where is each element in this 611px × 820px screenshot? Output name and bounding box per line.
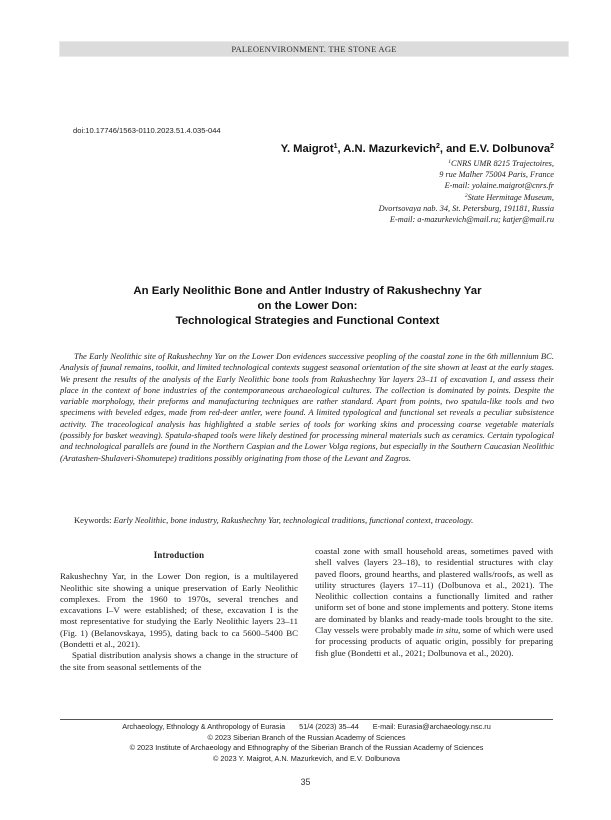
footer-divider — [60, 719, 553, 720]
page-number: 35 — [300, 777, 311, 787]
journal-issue: 51/4 (2023) 35–44 — [299, 722, 359, 731]
article-title — [60, 284, 555, 329]
title-line: An Early Neolithic Bone and Antler Industry of Rakushechny Yar — [133, 285, 482, 297]
author-affil-mark: 1 — [333, 143, 338, 150]
section-heading-introduction: Introduction — [153, 550, 205, 560]
body-column-right — [315, 546, 553, 659]
copyright-line: © 2023 Institute of Archaeology and Ethnography of the Siberian Branch of the Russian Academy of Sciences — [129, 743, 484, 753]
doi[interactable]: doi:10.17746/1563-0110.2023.51.4.035-044 — [73, 126, 221, 135]
title-line: on the Lower Don: — [257, 300, 358, 312]
body-paragraph: Rakushechny Yar, in the Lower Don region, is a multilayered Neolithic site showing a unique preservation of Early Neolithic complexes. From the 1960 to 1970s, several trenches and excavations I–V were established; of these, excavation I is the most representative for studying the Early Neolithic layers 23–11 (Fig. 1) (Belanovskaya, 1995), dating back to ca 5600–5400 BC (Bondetti et al., 2021). — [60, 571, 298, 650]
author-line: Y. Maigrot$^1$, A.N. Mazurkevich$^2$, and E.V. Dolbunova$^2$ — [280, 143, 554, 155]
affiliation-email[interactable]: E-mail: yolaine.maigrot@cnrs.fr — [444, 181, 554, 191]
affiliation-line: $^2$State Hermitage Museum, — [464, 192, 554, 202]
affiliation-line: 9 rue Malher 75004 Paris, France — [439, 170, 554, 180]
body-paragraph: coastal zone with small household areas, sometimes paved with shell valves (layers 23–18), to residential structures with clay paved floors, ground hearths, and plastered walls/roofs, as well as utility structures (layers 17–11) (Dolbunova et al., 2021). The Neolithic collection contains a functionally limited and rather uniform set of bone and stone implements and pottery. Stone items are dominated by blanks and ready-made tools brought to the site. Clay vessels were probably made in situ, some of which were used for processing products of aquatic origin, possibly for preparing fish glue (Bondetti et al., 2021; Dolbunova et al., 2020). — [315, 546, 553, 658]
footer — [40, 722, 573, 764]
copyright-line: © 2023 Siberian Branch of the Russian Academy of Sciences — [207, 732, 406, 742]
title-line: Technological Strategies and Functional Context — [175, 315, 440, 327]
copyright-line: © 2023 Y. Maigrot, A.N. Mazurkevich, and E.V. Dolbunova — [213, 753, 400, 763]
author-name: E.V. Dolbunova — [469, 143, 551, 155]
author-affil-mark: 2 — [435, 143, 440, 150]
journal-email[interactable]: E-mail: Eurasia@archaeology.nsc.ru — [372, 722, 491, 731]
section-header-band — [59, 41, 569, 57]
journal-name: Archaeology, Ethnology & Anthropology of Eurasia — [122, 722, 286, 731]
footer-journal-line — [40, 722, 573, 733]
abstract: The Early Neolithic site of Rakushechny Yar on the Lower Don evidences successive peopling of the coastal zone in the 6th millennium BC. Analysis of faunal remains, toolkit, and limited technological contexts suggest seasonal orientation of the site shown at least at the early stages. We present the results of the analysis of the Early Neolithic bone tools from Rakushechny Yar layers 23–11 of excavation I, and assess their place in the context of bone industries of the contemporaneous archaeological cultures. The collection is dominated by points. Despite the variable morphology, their preforms and manufacturing techniques are rather standard. Apart from points, two spatula-like tools and two specimens with beveled edges, made from red-deer antler, were found. A limited typological and functional set reveals a peculiar subsistence activity. The traceological analysis has highlighted a stable series of tools for working skins and processing coarse vegetable materials (possibly for basket weaving). Spatula-shaped tools were likely destined for processing mineral materials such as ceramics. Certain typological and technological parallels are found in the Northern Caspian and the Lower Volga regions, but especially in the Southern Caucasian Neolithic (Aratashen-Shulaveri-Shomutepe) traditions possibly originating from those of the Levant and Zagros. — [60, 351, 554, 463]
affiliation-line: Dvortsovaya nab. 34, St. Petersburg, 191181, Russia — [378, 203, 554, 213]
author-and: and — [446, 143, 466, 155]
body-paragraph: Spatial distribution analysis shows a change in the structure of the site from seasonal settlements of the — [60, 650, 298, 672]
affiliation-email[interactable]: E-mail: a-mazurkevich@mail.ru; katjer@mail.ru — [389, 215, 554, 225]
author-name: A.N. Mazurkevich — [343, 143, 436, 155]
affiliations — [379, 158, 554, 225]
keywords — [60, 515, 554, 526]
keywords-list: Early Neolithic, bone industry, Rakushechny Yar, technological traditions, functional context, traceology. — [113, 515, 474, 525]
author-affil-mark: 2 — [550, 143, 554, 150]
author-name: Y. Maigrot — [280, 143, 334, 155]
keywords-label: Keywords: — [74, 515, 112, 525]
body-column-left — [60, 550, 298, 673]
section-title: PALEOENVIRONMENT. THE STONE AGE — [231, 44, 397, 54]
affiliation-line: $^1$CNRS UMR 8215 Trajectoires, — [448, 159, 554, 168]
